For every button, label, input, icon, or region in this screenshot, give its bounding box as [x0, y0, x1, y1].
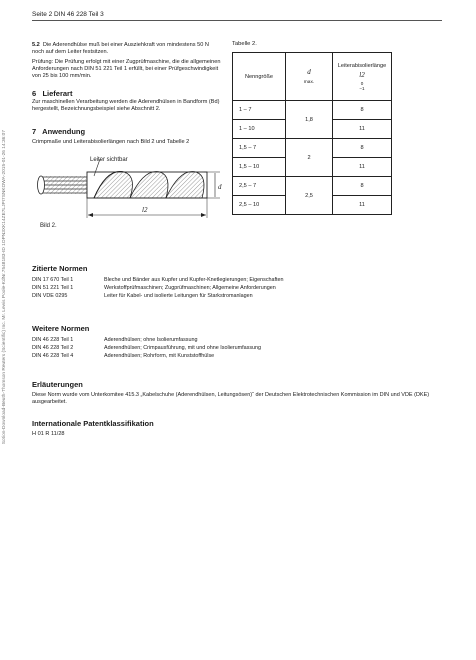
side-watermark-text: Sotion-Download-Beuth-Thomson Reuters (Scientific) Inc. Mr. Lewis Poole-KdNr.7548183-ID 1OPN3XK14ZE7LJPI7SNKOWA-2015-01-26 14:36:07 — [2, 130, 7, 445]
patent-code: H 01 R 11/28 — [32, 431, 65, 437]
zitierte-normen-list — [32, 276, 284, 300]
label-d: d — [218, 183, 222, 191]
label-l2: l2 — [142, 206, 148, 214]
list-item: DIN 46 228 Teil 2 Aderendhülsen; Crimpausführung, mit und ohne Isolierumfassung — [32, 345, 262, 351]
list-item: DIN 46 228 Teil 1 Aderendhülsen; ohne Isolierumfassung — [32, 337, 198, 343]
section-7-text: Crimpmaße und Leiterabisolierlängen nach Bild 2 und Tabelle 2 — [32, 139, 190, 145]
table-row: 1 – 10 11 — [233, 120, 392, 139]
conductor-strands — [38, 176, 88, 194]
sleeve-body — [87, 172, 207, 198]
weitere-normen-list — [32, 336, 261, 360]
list-item: DIN 51 221 Teil 1 Werkstoffprüfmaschinen; Zugprüfmaschinen; Allgemeine Anforderungen — [32, 285, 276, 291]
section-5-2-text: Die Aderendhülse muß bei einer Ausziehkraft von mindestens 50 N noch auf dem Leiter festsitzen. — [32, 42, 209, 55]
section-5-2 — [32, 42, 222, 56]
col-leiterabisolierlaenge: Leiterabisolierlänge l2 0 −1 — [333, 53, 392, 101]
list-item: DIN 17 670 Teil 1 Bleche und Bänder aus Kupfer und Kupfer-Knetlegierungen; Eigenschaften — [32, 277, 284, 283]
section-5-2-pruefung: Prüfung: Die Prüfung erfolgt mit einer Zugprüfmaschine, die die allgemeinen Anforderungen nach DIN 51 221 Teil 1 erfüllt, bei einer Prüfgeschwindigkeit von 25 bis 100 mm/min. — [32, 59, 221, 79]
weitere-normen-title: Weitere Normen — [32, 324, 90, 333]
side-watermark — [0, 130, 16, 570]
patent-title: Internationale Patentklassifikation — [32, 419, 154, 428]
section-5-2-number: 5.2 — [32, 42, 40, 48]
crimp-figure — [32, 148, 232, 233]
erlaeuterungen-title: Erläuterungen — [32, 380, 83, 389]
section-6-heading — [32, 89, 222, 98]
zitierte-normen-title: Zitierte Normen — [32, 264, 88, 273]
section-6-text: Zur maschinellen Verarbeitung werden die Aderendhülsen in Bandform (Bd) hergestellt, Bezeichnungsbeispiel siehe Abschnitt 2. — [32, 99, 220, 112]
header-rule — [32, 20, 442, 21]
table-2 — [232, 52, 392, 215]
page-header: Seite 2 DIN 46 228 Teil 3 — [32, 11, 104, 18]
section-7-title: Anwendung — [42, 127, 86, 136]
figure-caption: Bild 2. — [40, 223, 57, 229]
table-caption: Tabelle 2. — [232, 41, 257, 47]
list-item: DIN 46 228 Teil 4 Aderendhülsen; Rohrform, mit Kunststoffhülse — [32, 353, 215, 359]
col-d: d max. — [286, 53, 333, 101]
list-item: DIN VDE 0295 Leiter für Kabel- und isolierte Leitungen für Starkstromanlagen — [32, 293, 253, 299]
section-6-title: Lieferart — [42, 89, 73, 98]
label-leiter-sichtbar: Leiter sichtbar — [90, 157, 128, 163]
table-row: 1 – 7 1,8 8 — [233, 101, 392, 120]
section-7-heading — [32, 127, 222, 136]
table-row: 1,5 – 7 2 8 — [233, 139, 392, 158]
table-row: 2,5 – 7 2,5 8 — [233, 177, 392, 196]
section-7-number: 7 — [32, 127, 37, 136]
erlaeuterungen-text: Diese Norm wurde vom Unterkomitee 415.3 „Kabelschuhe (Aderendhülsen, Leitungsösen)“ der Deutschen Elektrotechnischen Kommission im DIN und VDE (DKE) ausgearbeitet. — [32, 392, 430, 405]
section-6-number: 6 — [32, 89, 37, 98]
table-row: 2,5 – 10 11 — [233, 196, 392, 215]
col-nenngroesse: Nenngröße — [233, 53, 286, 101]
table-row: 1,5 – 10 11 — [233, 158, 392, 177]
